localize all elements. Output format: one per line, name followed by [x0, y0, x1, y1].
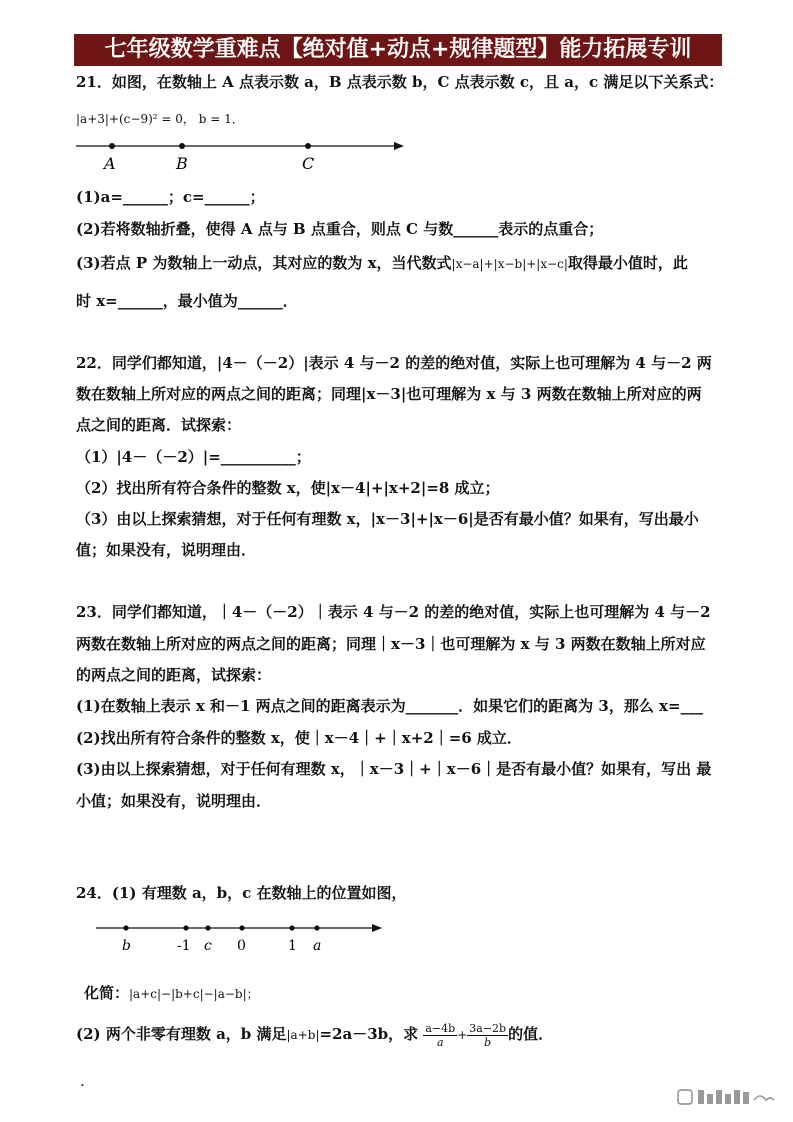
point-a	[109, 143, 115, 149]
label-b: b	[122, 938, 131, 954]
fraction-2-denominator: b	[484, 1035, 492, 1049]
q24-number-line	[94, 918, 394, 958]
label-a: A	[104, 154, 116, 173]
point-one	[289, 925, 294, 930]
q22-line2: 数在数轴上所对应的两点之间的距离；同理|x－3|也可理解为 x 与 3 两数在数轴上所对应的两	[76, 385, 702, 403]
q23-line1: 23．同学们都知道，｜4－（－2）｜表示 4 与－2 的差的绝对值，实际上也可理解为 4 与－2	[76, 603, 711, 621]
q22-line1: 22．同学们都知道，|4－（－2）|表示 4 与－2 的差的绝对值，实际上也可理解为 4 与－2 两	[76, 354, 712, 372]
point-zero	[239, 925, 244, 930]
q21-part2: (2)若将数轴折叠，使得 A 点与 B 点重合，则点 C 与数______表示的点重合；	[76, 220, 604, 238]
footer-dot: .	[80, 1072, 85, 1090]
q21-formula: |a+3|+(c−9)² = 0， b = 1．	[76, 112, 244, 126]
label-c: C	[302, 154, 315, 173]
q23-part3-line1: (3)由以上探索猜想，对于任何有理数 x，｜x－3｜+｜x－6｜是否有最小值？如果有，写出 最	[76, 760, 712, 778]
q21-part3-formula: |x−a|+|x−b|+|x−c|	[451, 257, 568, 271]
label-neg1: -1	[177, 938, 191, 954]
label-c: c	[204, 938, 212, 954]
fraction-1	[423, 1022, 457, 1049]
q21-stem: 21．如图，在数轴上 A 点表示数 a，B 点表示数 b，C 点表示数 c，且 a，c 满足以下关系式：	[76, 73, 724, 91]
q23-part1: (1)在数轴上表示 x 和－1 两点之间的距离表示为_______．如果它们的距离为 3，那么 x=___	[76, 697, 704, 715]
q21-part3-after: 取得最小值时，此	[567, 254, 688, 272]
q21-part3-line2: 时 x=______，最小值为______．	[76, 292, 298, 310]
q24-part2-after: 的值．	[508, 1025, 554, 1043]
point-c	[205, 925, 210, 930]
point-b	[179, 143, 185, 149]
q24-part2-before: (2) 两个非零有理数 a，b 满足	[76, 1025, 287, 1043]
fraction-1-numerator: a−4b	[425, 1021, 456, 1035]
plus-sign: +	[457, 1028, 468, 1042]
q21-part3-line1	[76, 252, 688, 275]
q22-part3-line2: 值；如果没有，说明理由．	[76, 541, 257, 559]
q23-part3-line2: 小值；如果没有，说明理由．	[76, 792, 272, 810]
watermark-logo-icon	[676, 1086, 776, 1108]
q24-part2-mid: =2a－3b，求	[319, 1025, 419, 1043]
q24-line1: 24．(1) 有理数 a，b，c 在数轴上的位置如图，	[76, 884, 407, 902]
label-a: a	[313, 938, 322, 954]
point-c	[305, 143, 311, 149]
point-neg1	[183, 925, 188, 930]
q22-part3-line1: （3）由以上探索猜想，对于任何有理数 x，|x－3|+|x－6|是否有最小值？如果有，写出最小	[76, 510, 699, 528]
q23-line3: 的两点之间的距离，试探索：	[76, 666, 272, 684]
label-zero: 0	[237, 938, 246, 954]
q22-part1: （1）|4－（－2）|=__________；	[76, 448, 311, 466]
q24-part2-formula: |a+b|	[286, 1028, 320, 1042]
q22-line3: 点之间的距离．试探索：	[76, 416, 242, 434]
label-b: B	[176, 154, 188, 173]
q24-part2	[76, 1014, 553, 1054]
point-b	[123, 925, 128, 930]
fraction-2-numerator: 3a−2b	[469, 1021, 507, 1035]
q23-line2: 两数在数轴上所对应的两点之间的距离；同理｜x－3｜也可理解为 x 与 3 两数在数轴上所对应	[76, 635, 706, 653]
q24-simplify-label: 化简：	[84, 984, 130, 1002]
page-banner-title: 七年级数学重难点【绝对值+动点+规律题型】能力拓展专训	[74, 34, 722, 66]
q24-simplify-formula: |a+c|−|b+c|−|a−b|；	[129, 987, 259, 1001]
q24-simplify	[84, 982, 259, 1005]
label-one: 1	[288, 938, 297, 954]
q21-number-line	[74, 136, 414, 176]
q22-part2: （2）找出所有符合条件的整数 x，使|x－4|+|x+2|=8 成立；	[76, 479, 500, 497]
q23-part2: (2)找出所有符合条件的整数 x，使｜x－4｜+｜x+2｜=6 成立．	[76, 729, 522, 747]
point-a	[314, 925, 319, 930]
q21-part3-before: (3)若点 P 为数轴上一动点，其对应的数为 x，当代数式	[76, 254, 452, 272]
fraction-1-denominator: a	[437, 1035, 444, 1049]
q21-part1: (1)a=______；c=______；	[76, 188, 265, 206]
fraction-2	[467, 1022, 508, 1049]
